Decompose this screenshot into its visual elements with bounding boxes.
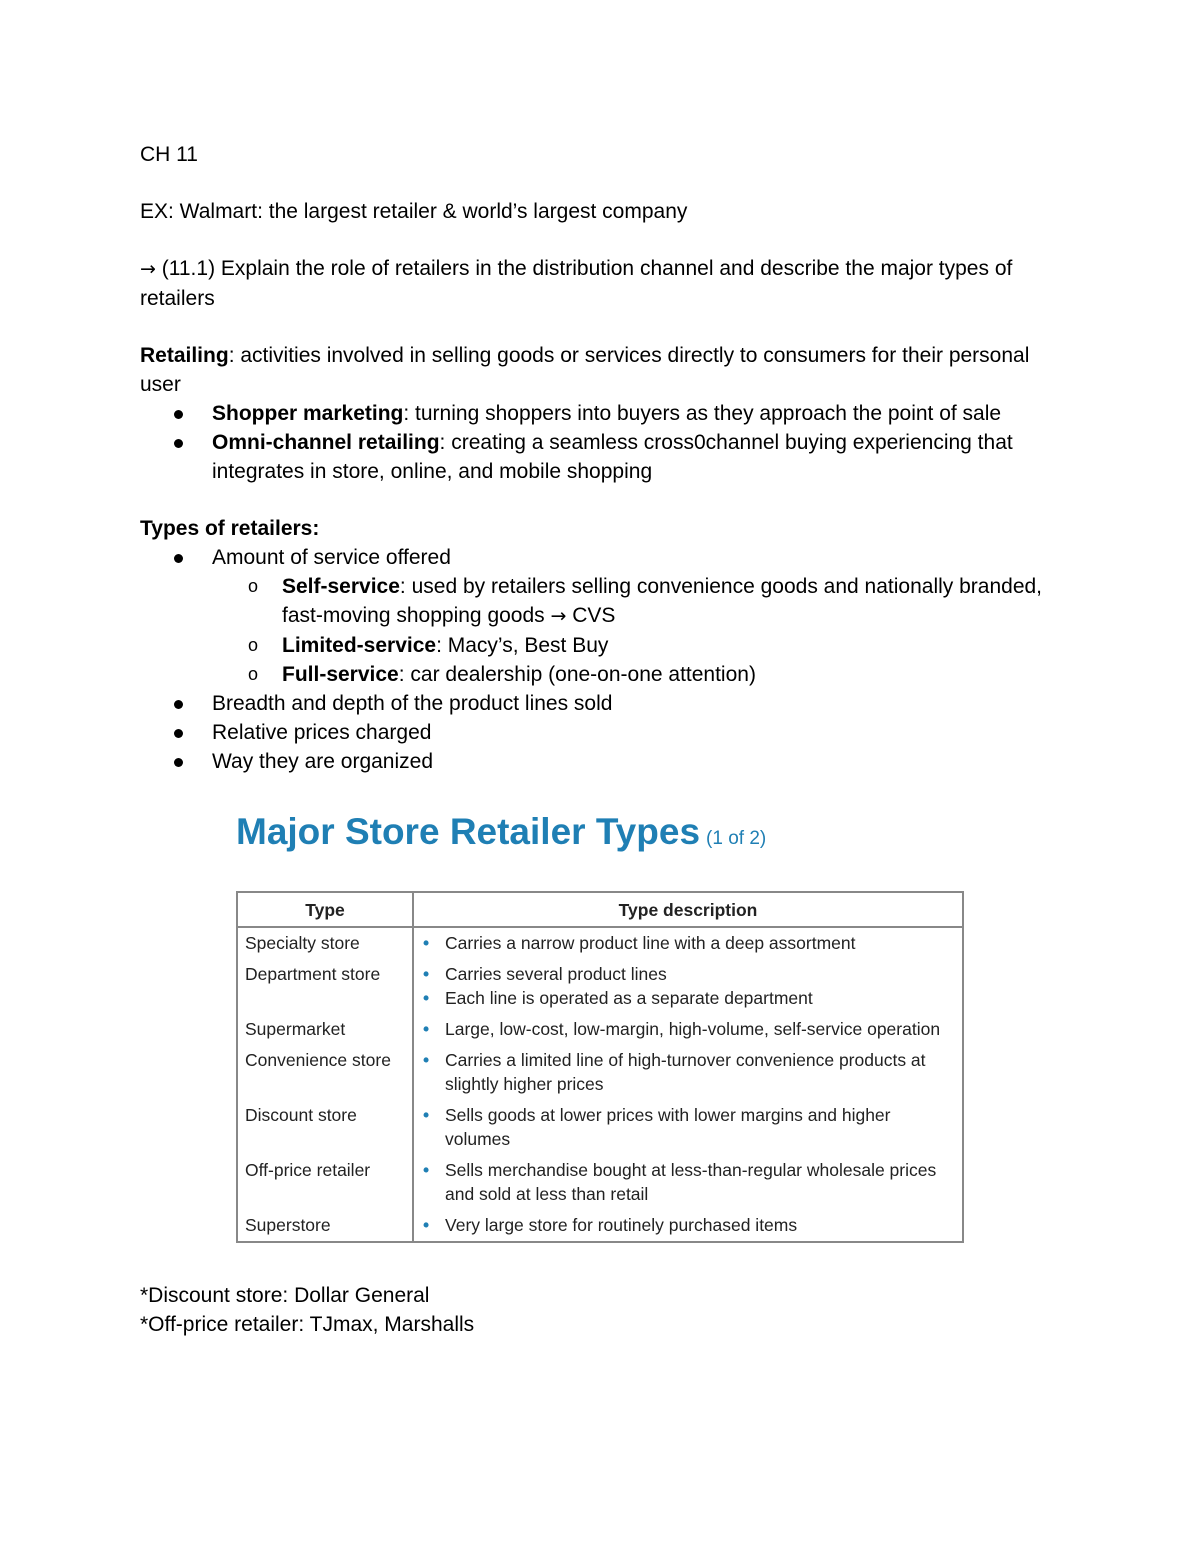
footnotes [140,1281,474,1339]
types-heading [140,514,1070,543]
retailer-description-cell [413,959,963,1014]
description-text: Sells goods at lower prices with lower margins and higher volumes [445,1105,891,1149]
bullet-icon: • [423,1019,430,1039]
table-row [237,1155,963,1210]
bullet-icon: • [423,1050,430,1070]
table-row [237,1210,963,1242]
bullet-term: Omni-channel retailing [212,431,440,454]
retailing-term: Retailing [140,344,229,367]
types-heading-text: Types of retailers: [140,517,320,540]
retailer-type-cell: Superstore [237,1210,413,1242]
retailer-description-cell [413,1155,963,1210]
description-line [421,962,956,986]
bullet-text: Breadth and depth of the product lines sold [212,692,613,715]
footnote: *Discount store: Dollar General [140,1284,430,1307]
slide-title-text: Major Store Retailer Types [236,811,701,852]
bullet-icon [174,410,183,419]
list-item [140,399,1070,428]
description-text: Carries several product lines [445,964,667,984]
bullet-icon: • [423,933,430,953]
list-item [140,543,1070,572]
description-text: Carries a limited line of high-turnover convenience products at slightly higher prices [445,1050,926,1094]
bullet-icon: • [423,1105,430,1125]
description-line [421,1103,956,1151]
retailing-definition [140,341,1070,399]
bullet-text: : turning shoppers into buyers as they approach the point of sale [403,402,1002,425]
retailer-description-cell [413,1210,963,1242]
chapter-title: CH 11 [140,143,198,166]
objective-text: (11.1) Explain the role of retailers in the distribution channel and describe the major types of retailers [140,257,1013,310]
description-line [421,986,956,1010]
description-text: Each line is operated as a separate department [445,988,813,1008]
list-item [140,718,1070,747]
description-line [421,931,956,955]
bullet-icon: • [423,964,430,984]
table-row [237,959,963,1014]
circle-bullet-icon: o [248,576,259,596]
document-body [140,140,1070,776]
retailer-types-table [236,891,964,1243]
bullet-icon [174,439,183,448]
example-line: EX: Walmart: the largest retailer & world’s largest company [140,200,688,223]
retailer-type-cell: Convenience store [237,1045,413,1100]
retailing-bullet-list [140,399,1070,486]
sub-list-item [140,631,1070,660]
table-row [237,927,963,959]
sub-term: Self-service [282,575,400,598]
retailer-type-cell: Off-price retailer [237,1155,413,1210]
bullet-icon [174,729,183,738]
learning-objective [140,254,1070,313]
bullet-icon [174,700,183,709]
table-row [237,1100,963,1155]
sub-text: : car dealership (one-on-one attention) [398,663,756,686]
footnote: *Off-price retailer: TJmax, Marshalls [140,1313,475,1336]
list-item [140,689,1070,718]
sub-tail: CVS [566,604,616,627]
sub-list-item [140,572,1070,631]
description-line [421,1158,956,1206]
description-text: Carries a narrow product line with a deep assortment [445,933,856,953]
arrow-right-icon: → [550,605,567,627]
table-row [237,1045,963,1100]
bullet-text: : creating a seamless cross0channel buying experiencing that integrates in store, online, and mobile shopping [212,431,1013,483]
bullet-icon [174,554,183,563]
bullet-text: Relative prices charged [212,721,432,744]
list-item [140,747,1070,776]
sub-term: Full-service [282,663,399,686]
bullet-icon [174,758,183,767]
service-sub-list [140,572,1070,689]
bullet-icon: • [423,988,430,1008]
sub-text: : used by retailers selling convenience goods and nationally branded, fast-moving shopping goods [282,575,1043,627]
sub-text: : Macy’s, Best Buy [436,634,609,657]
bullet-icon: • [423,1160,430,1180]
description-line [421,1048,956,1096]
retailer-description-cell [413,1014,963,1045]
retailer-type-cell: Specialty store [237,927,413,959]
bullet-text: Amount of service offered [212,546,451,569]
retailer-description-cell [413,927,963,959]
table-header-row [237,892,963,927]
retailer-type-cell: Discount store [237,1100,413,1155]
retailer-type-cell: Department store [237,959,413,1014]
retailer-types-slide [234,808,974,1278]
table-body [237,927,963,1242]
sub-list-item [140,660,1070,689]
sub-term: Limited-service [282,634,437,657]
table-row [237,1014,963,1045]
list-item [140,428,1070,486]
types-bullet-list-continued [140,689,1070,776]
types-bullet-list [140,543,1070,572]
retailing-definition-text: : activities involved in selling goods or services directly to consumers for their personal user [140,344,1030,396]
bullet-term: Shopper marketing [212,402,404,425]
description-line [421,1213,956,1237]
slide-title [236,808,766,863]
description-text: Large, low-cost, low-margin, high-volume, self-service operation [445,1019,941,1039]
retailer-description-cell [413,1045,963,1100]
circle-bullet-icon: o [248,664,259,684]
retailer-type-cell: Supermarket [237,1014,413,1045]
description-text: Sells merchandise bought at less-than-regular wholesale prices and sold at less than retail [445,1160,937,1204]
arrow-right-icon: → [140,258,156,280]
column-header-type: Type [237,892,413,927]
circle-bullet-icon: o [248,635,259,655]
slide-subtitle: (1 of 2) [706,828,767,849]
description-line [421,1017,956,1041]
description-text: Very large store for routinely purchased items [445,1215,798,1235]
column-header-description: Type description [413,892,963,927]
bullet-icon: • [423,1215,430,1235]
bullet-text: Way they are organized [212,750,434,773]
retailer-description-cell [413,1100,963,1155]
